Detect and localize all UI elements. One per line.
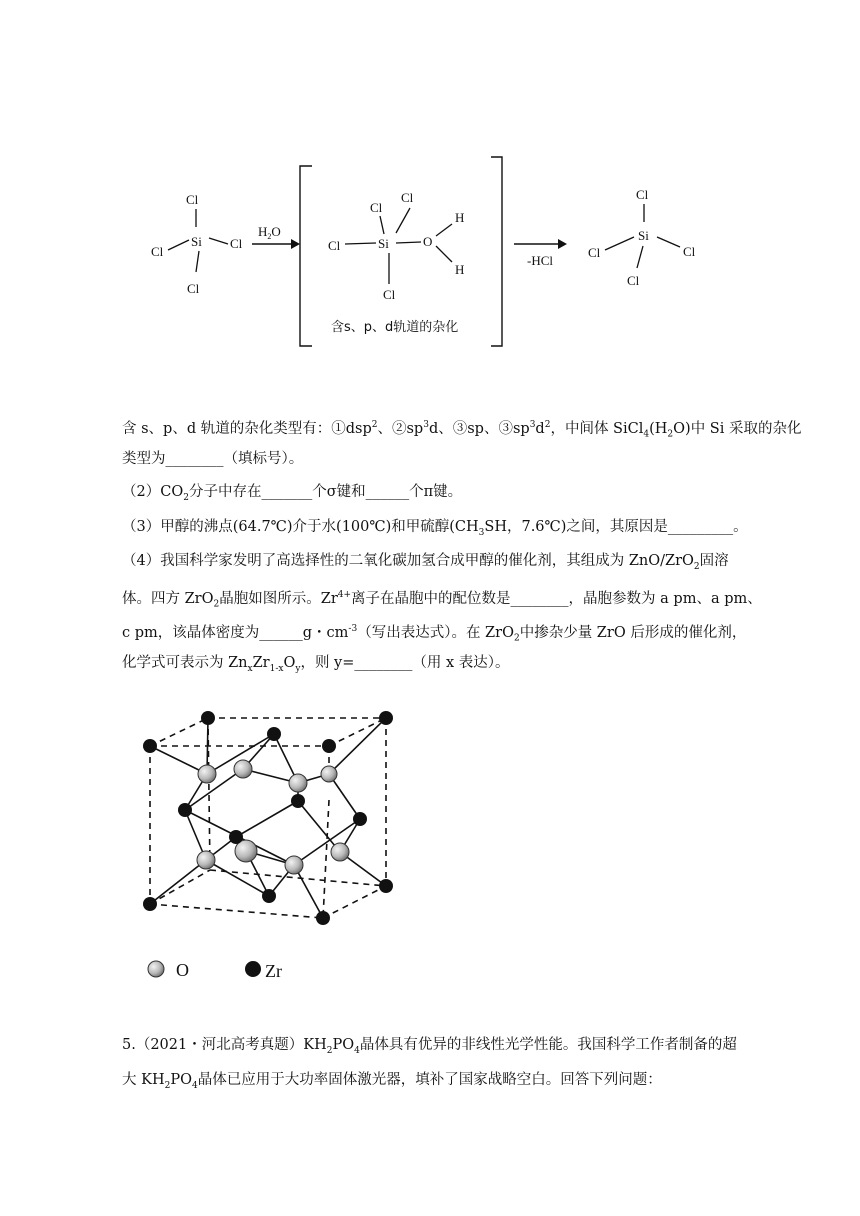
question-4-line2: 体。四方 ZrO$_2$晶胞如图所示。$Zr^{4+}$离子在晶胞中的配位数是________，晶胞参数为 a pm、a pm、 (122, 590, 762, 610)
question-4-line4: 化学式可表示为 $Zn_xZr_{1-x}O_y$，则 y=________（用 x 表达）。 (122, 655, 510, 674)
question-4-line3: c pm，该晶体密度为______g・$cm^{-3}$（写出表达式）。在 ZrO$_2$中掺杂少量 ZrO 后形成的催化剂， (122, 624, 747, 644)
zr-legend-label: Zr (265, 961, 282, 981)
water-reagent (252, 224, 300, 249)
atom-cl: Cl (328, 238, 341, 253)
sicl4-reactant (151, 192, 243, 296)
zr-legend-marker (245, 961, 261, 977)
atom-cl: Cl (230, 236, 243, 251)
atom-cl: Cl (383, 287, 396, 302)
sicl4-product (588, 187, 696, 288)
atom-cl: Cl (683, 244, 696, 259)
reaction-scheme (0, 140, 860, 360)
atom-cl: Cl (187, 281, 200, 296)
atom-legend (148, 960, 282, 981)
question-5-line2: 大 $KH_2PO_4$晶体已应用于大功率固体激光器，填补了国家战略空白。回答下列问题： (122, 1072, 662, 1091)
question-5-line1: 5.（2021・河北高考真题）$KH_2PO_4$晶体具有优异的非线性光学性能。我国科学工作者制备的超 (122, 1037, 737, 1056)
o-legend-marker (148, 961, 164, 977)
atom-h: H (455, 210, 465, 225)
question-2: $(2)CO_2$分子中存在_______个σ键和______个π键。 (122, 484, 463, 503)
o-legend-label: O (176, 960, 189, 980)
zro2-unit-cell (130, 700, 410, 1000)
atom-cl: Cl (627, 273, 640, 288)
atom-si: Si (638, 228, 649, 243)
atom-cl: Cl (636, 187, 649, 202)
atom-cl: Cl (186, 192, 199, 207)
atom-cl: Cl (588, 245, 601, 260)
atom-cl: Cl (401, 190, 414, 205)
hybridization-question-line2: 类型为________（填标号）。 (122, 451, 304, 467)
question-4-line1: （4）我国科学家发明了高选择性的二氧化碳加氢合成甲醇的催化剂，其组成为 ZnO/ZrO$_2$固溶 (122, 553, 729, 572)
atom-si: Si (191, 234, 202, 249)
left-bracket (300, 166, 312, 346)
atom-si: Si (378, 236, 389, 251)
svg-text:H2O: $H_2O$ (258, 224, 281, 241)
atom-h: H (455, 262, 465, 277)
atom-cl: Cl (151, 244, 164, 259)
hcl-elimination-arrow (514, 239, 567, 268)
intermediate-caption: 含s、p、d轨道的杂化 (331, 320, 459, 335)
right-bracket (491, 157, 502, 346)
minus-hcl-label: -HCl (527, 253, 553, 268)
bonds (150, 718, 386, 918)
atom-cl: Cl (370, 200, 383, 215)
question-3: （3）甲醇的沸点(64.7℃)介于水(100℃)和甲硫醇($CH_3SH$，7.6℃)之间，其原因是_________。 (122, 519, 748, 538)
atom-o: O (423, 234, 433, 249)
hybridization-question-line1: 含 s、p、d 轨道的杂化类型有：①dsp$^2$、$②sp^3d$、③sp、$③sp^3d^2$，中间体 $SiCl_4(H_2O)$中 Si 采取的杂化 (122, 420, 802, 440)
sicl4-h2o-intermediate (328, 190, 464, 335)
